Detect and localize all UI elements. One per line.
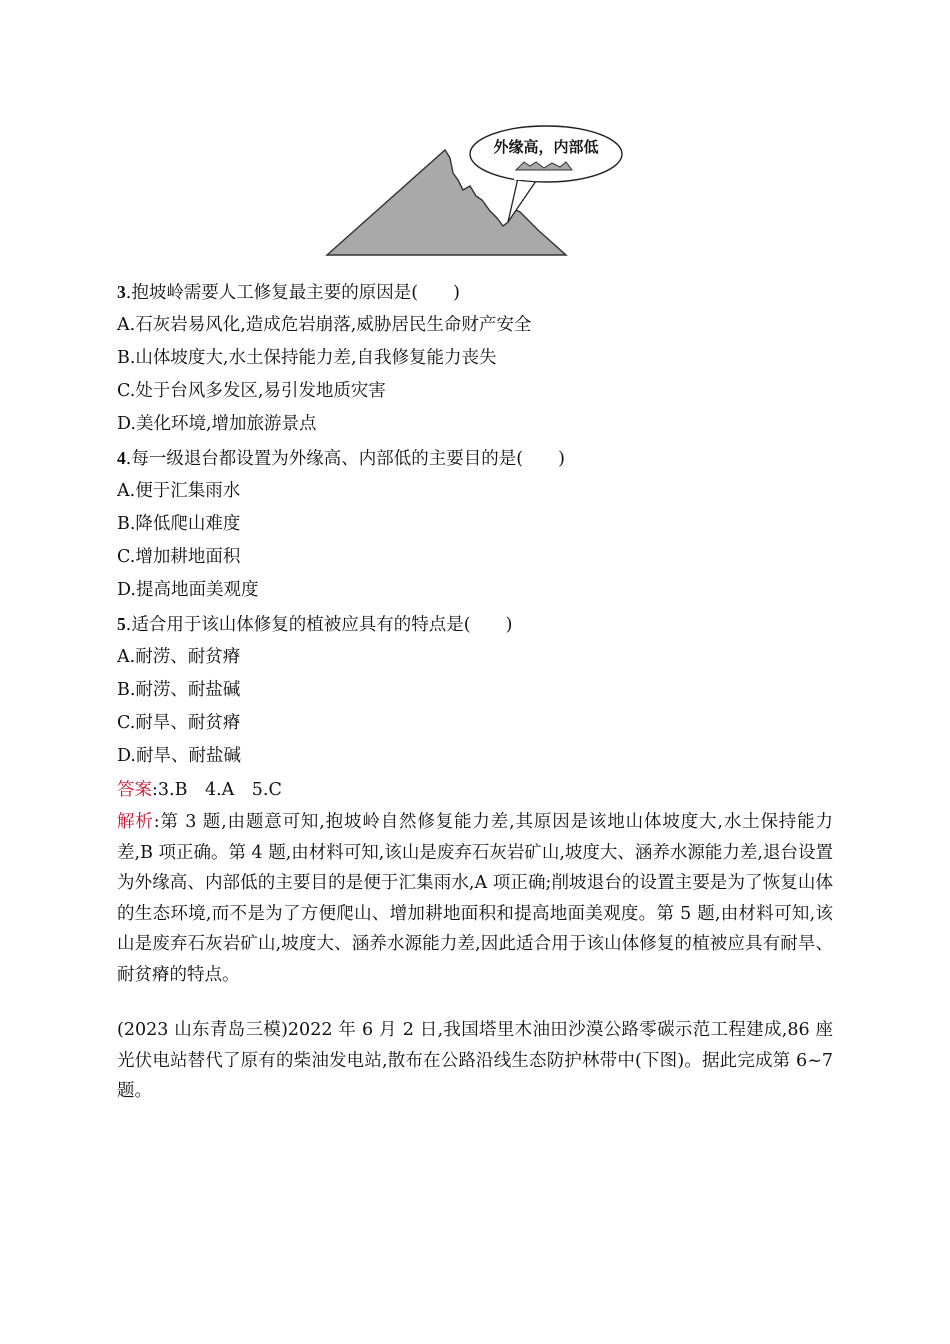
question-5-option-b: B.耐涝、耐盐碱 — [117, 680, 241, 700]
question-4-option-d: D.提高地面美观度 — [117, 580, 259, 600]
question-3-stem: 3.抱坡岭需要人工修复最主要的原因是( ) — [117, 282, 460, 303]
question-5-option-c: C.耐旱、耐贫瘠 — [117, 713, 241, 733]
question-3-option-a: A.石灰岩易风化,造成危岩崩落,威胁居民生命财产安全 — [117, 315, 532, 335]
answer-text: :3.B 4.A 5.C — [152, 780, 282, 800]
mountain-figure — [320, 118, 630, 263]
question-4-stem: 4.每一级退台都设置为外缘高、内部低的主要目的是( ) — [117, 448, 565, 469]
analysis-paragraph — [117, 807, 833, 990]
question-4-option-a: A.便于汇集雨水 — [117, 481, 241, 501]
question-4-option-c: C.增加耕地面积 — [117, 547, 241, 567]
question-3-option-b: B.山体坡度大,水土保持能力差,自我修复能力丧失 — [117, 348, 497, 368]
question-3-option-c: C.处于台风多发区,易引发地质灾害 — [117, 381, 386, 401]
question-5-stem: 5.适合用于该山体修复的植被应具有的特点是( ) — [117, 614, 513, 635]
question-5-option-d: D.耐旱、耐盐碱 — [117, 746, 241, 766]
bubble-text: 外缘高，内部低 — [493, 138, 599, 156]
question-5-option-a: A.耐涝、耐贫瘠 — [117, 647, 241, 667]
answer-label: 答案 — [117, 780, 152, 800]
analysis-text: :第 3 题,由题意可知,抱坡岭自然修复能力差,其原因是该地山体坡度大,水土保持能力差,B 项正确。第 4 题,由材料可知,该山是废弃石灰岩矿山,坡度大、涵养水源能力差,退台设置为外缘高、内部低的主要目的是便于汇集雨水,A 项正确;削坡退台的设置主要是为了恢复山体的生态环境,而不是为了方便爬山、增加耕地面积和提高地面美观度。第 5 题,由材料可知,该山是废弃石灰岩矿山,坡度大、涵养水源能力差,因此适合用于该山体修复的植被应具有耐旱、耐贫瘠的特点。 — [117, 812, 834, 985]
question-3-option-d: D.美化环境,增加旅游景点 — [117, 414, 317, 434]
answer-line — [117, 779, 282, 801]
intro-paragraph: (2023 山东青岛三模)2022 年 6 月 2 日,我国塔里木油田沙漠公路零碳示范工程建成,86 座光伏电站替代了原有的柴油发电站,散布在公路沿线生态防护林带中(下图)。据此完成第 6~7 题。 — [117, 1020, 833, 1101]
mountain-illustration — [320, 118, 630, 263]
analysis-label: 解析 — [117, 812, 154, 832]
question-4-option-b: B.降低爬山难度 — [117, 514, 241, 534]
